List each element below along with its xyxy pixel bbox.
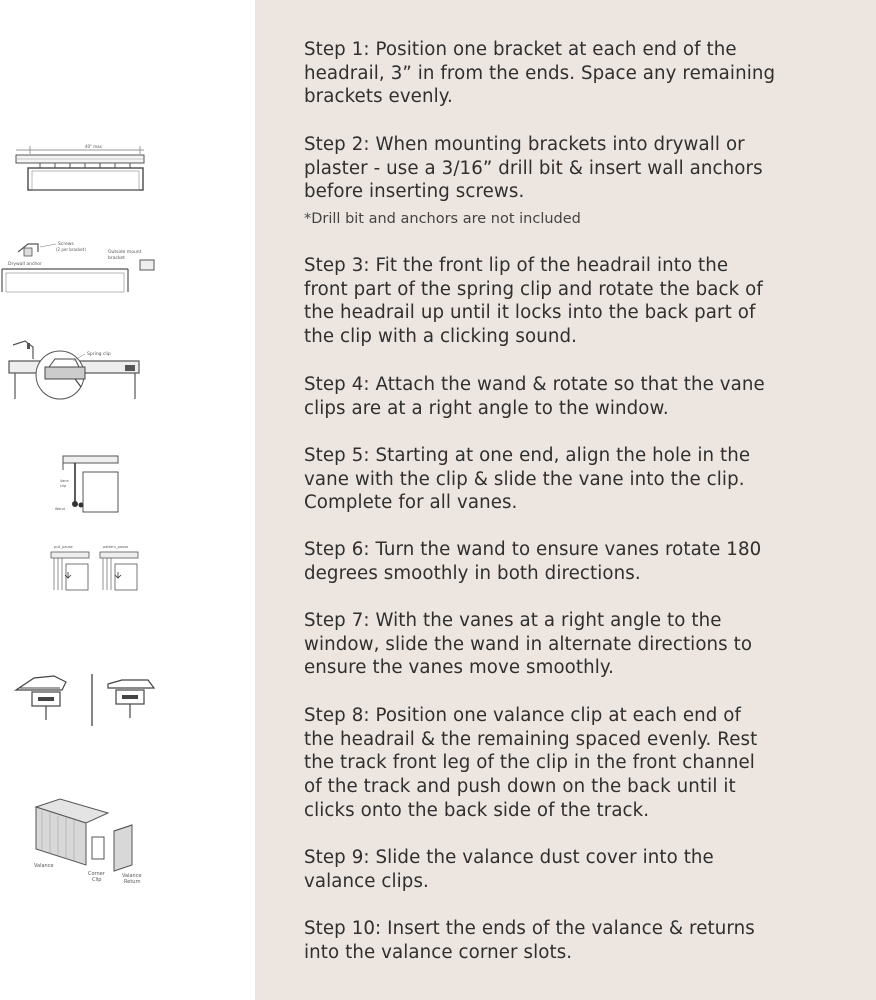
step-10: Step 10: Insert the ends of the valance & returns into the valance corner slots. [304, 918, 755, 963]
drill-bit-note: *Drill bit and anchors are not included [304, 211, 581, 227]
step-7: Step 7: With the vanes at a right angle to the window, slide the wand in alternate directions to ensure the vanes move smoothly. [304, 610, 753, 679]
step-5: Step 5: Starting at one end, align the hole in the vane with the clip & slide the vane into the clip. Complete for all vanes. [304, 445, 751, 514]
valance-corner-diagram [30, 795, 160, 895]
left-panel-label: pull_pause [54, 545, 73, 549]
illustration-panel [0, 0, 255, 1000]
spring-clip-diagram [5, 337, 145, 402]
rotation-panels-diagram [48, 542, 143, 594]
corner-label: Corner [88, 871, 105, 877]
step-8: Step 8: Position one valance clip at each end of the headrail & the remaining spaced evenly. Rest the track front leg of the clip in the front channel of the track and push down on the back until it clicks onto the back side of the track. [304, 705, 758, 821]
headrail-brackets-diagram [10, 140, 150, 195]
drywall-anchor-label: Drywall anchor [8, 262, 42, 267]
step-1: Step 1: Position one bracket at each end of the headrail, 3” in from the ends. Space any remaining brackets evenly. [304, 39, 776, 108]
measure-label: 40" max [85, 144, 102, 149]
screws-label: Screws [58, 242, 74, 247]
step-9: Step 9: Slide the valance dust cover into the valance clips. [304, 847, 714, 892]
valance-clip-diagram [12, 670, 162, 730]
step-4: Step 4: Attach the wand & rotate so that the vane clips are at a right angle to the window. [304, 374, 765, 419]
spring-clip-label: Spring clip [87, 352, 111, 357]
clip-label: clip [60, 484, 67, 488]
step-3: Step 3: Fit the front lip of the headrail into the front part of the spring clip and rotate the back of the headrail up until it locks into the back part of the clip with a clicking sound. [304, 255, 763, 348]
wand-label: Wand [55, 507, 65, 511]
valance-return-label: Valance [122, 873, 142, 879]
step-2: Step 2: When mounting brackets into drywall or plaster - use a 3/16” drill bit & insert wall anchors before inserting screws. [304, 134, 763, 203]
screws-sub-label: (2 per bracket) [56, 247, 86, 252]
right-panel-label: pattern_pause [103, 545, 129, 549]
clip-label-2: Clip [92, 877, 102, 883]
bracket-label: bracket [108, 256, 125, 261]
outside-mount-label: Outside mount [108, 250, 142, 255]
valance-label: Valance [34, 863, 54, 869]
step-6: Step 6: Turn the wand to ensure vanes rotate 180 degrees smoothly in both directions. [304, 539, 762, 584]
wand-vane-diagram [55, 450, 120, 515]
return-label: Return [124, 879, 141, 885]
vane-label: Vane [60, 479, 69, 483]
drywall-anchor-diagram [0, 232, 165, 297]
